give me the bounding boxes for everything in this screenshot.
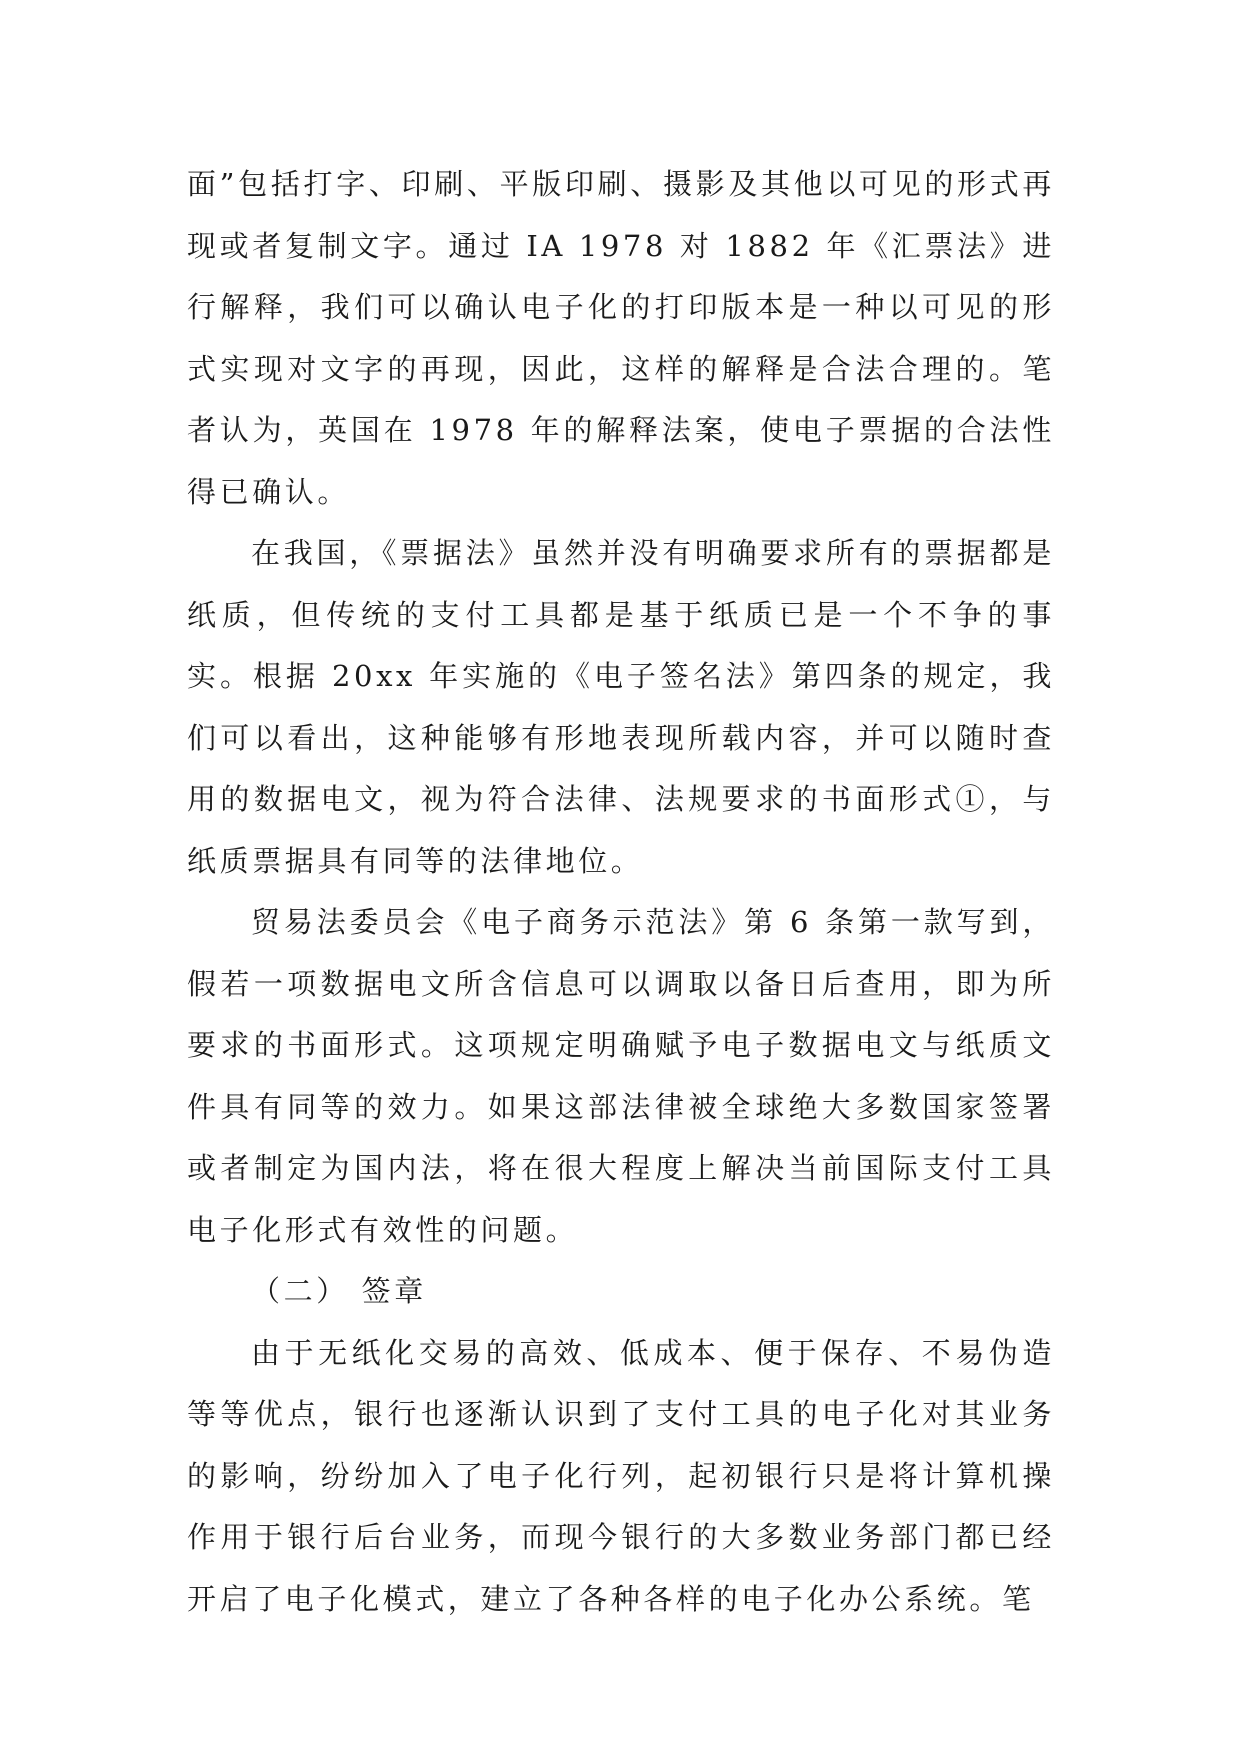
paragraph-1: 面”包括打字、印刷、平版印刷、摄影及其他以可见的形式再现或者复制文字。通过 IA 1978 对 1882 年《汇票法》进行解释，我们可以确认电子化的打印版本是一种以可见的形式实现对文字的再现，因此，这样的解释是合法合理的。笔者认为，英国在 1978 年的解释法案，使电子票据的合法性得已确认。 (187, 167, 1055, 509)
paragraph-4: 由于无纸化交易的高效、低成本、便于保存、不易伪造等等优点，银行也逐渐认识到了支付工具的电子化对其业务的影响，纷纷加入了电子化行列，起初银行只是将计算机操作用于银行后台业务，而现今银行的大多数业务部门都已经开启了电子化模式，建立了各种各样的电子化办公系统。笔 (187, 1335, 1055, 1616)
paragraph-2: 在我国，《票据法》虽然并没有明确要求所有的票据都是纸质，但传统的支付工具都是基于纸质已是一个不争的事实。根据 20xx 年实施的《电子签名法》第四条的规定，我们可以看出，这种能够有形地表现所载内容，并可以随时查用的数据电文，视为符合法律、法规要求的书面形式①，与纸质票据具有同等的法律地位。 (187, 536, 1055, 878)
paragraph-3: 贸易法委员会《电子商务示范法》第 6 条第一款写到，假若一项数据电文所含信息可以调取以备日后查用，即为所要求的书面形式。这项规定明确赋予电子数据电文与纸质文件具有同等的效力。如果这部法律被全球绝大多数国家签署或者制定为国内法，将在很大程度上解决当前国际支付工具电子化形式有效性的问题。 (187, 905, 1055, 1247)
section-heading: （二） 签章 (251, 1274, 427, 1308)
document-body (187, 154, 1055, 1630)
